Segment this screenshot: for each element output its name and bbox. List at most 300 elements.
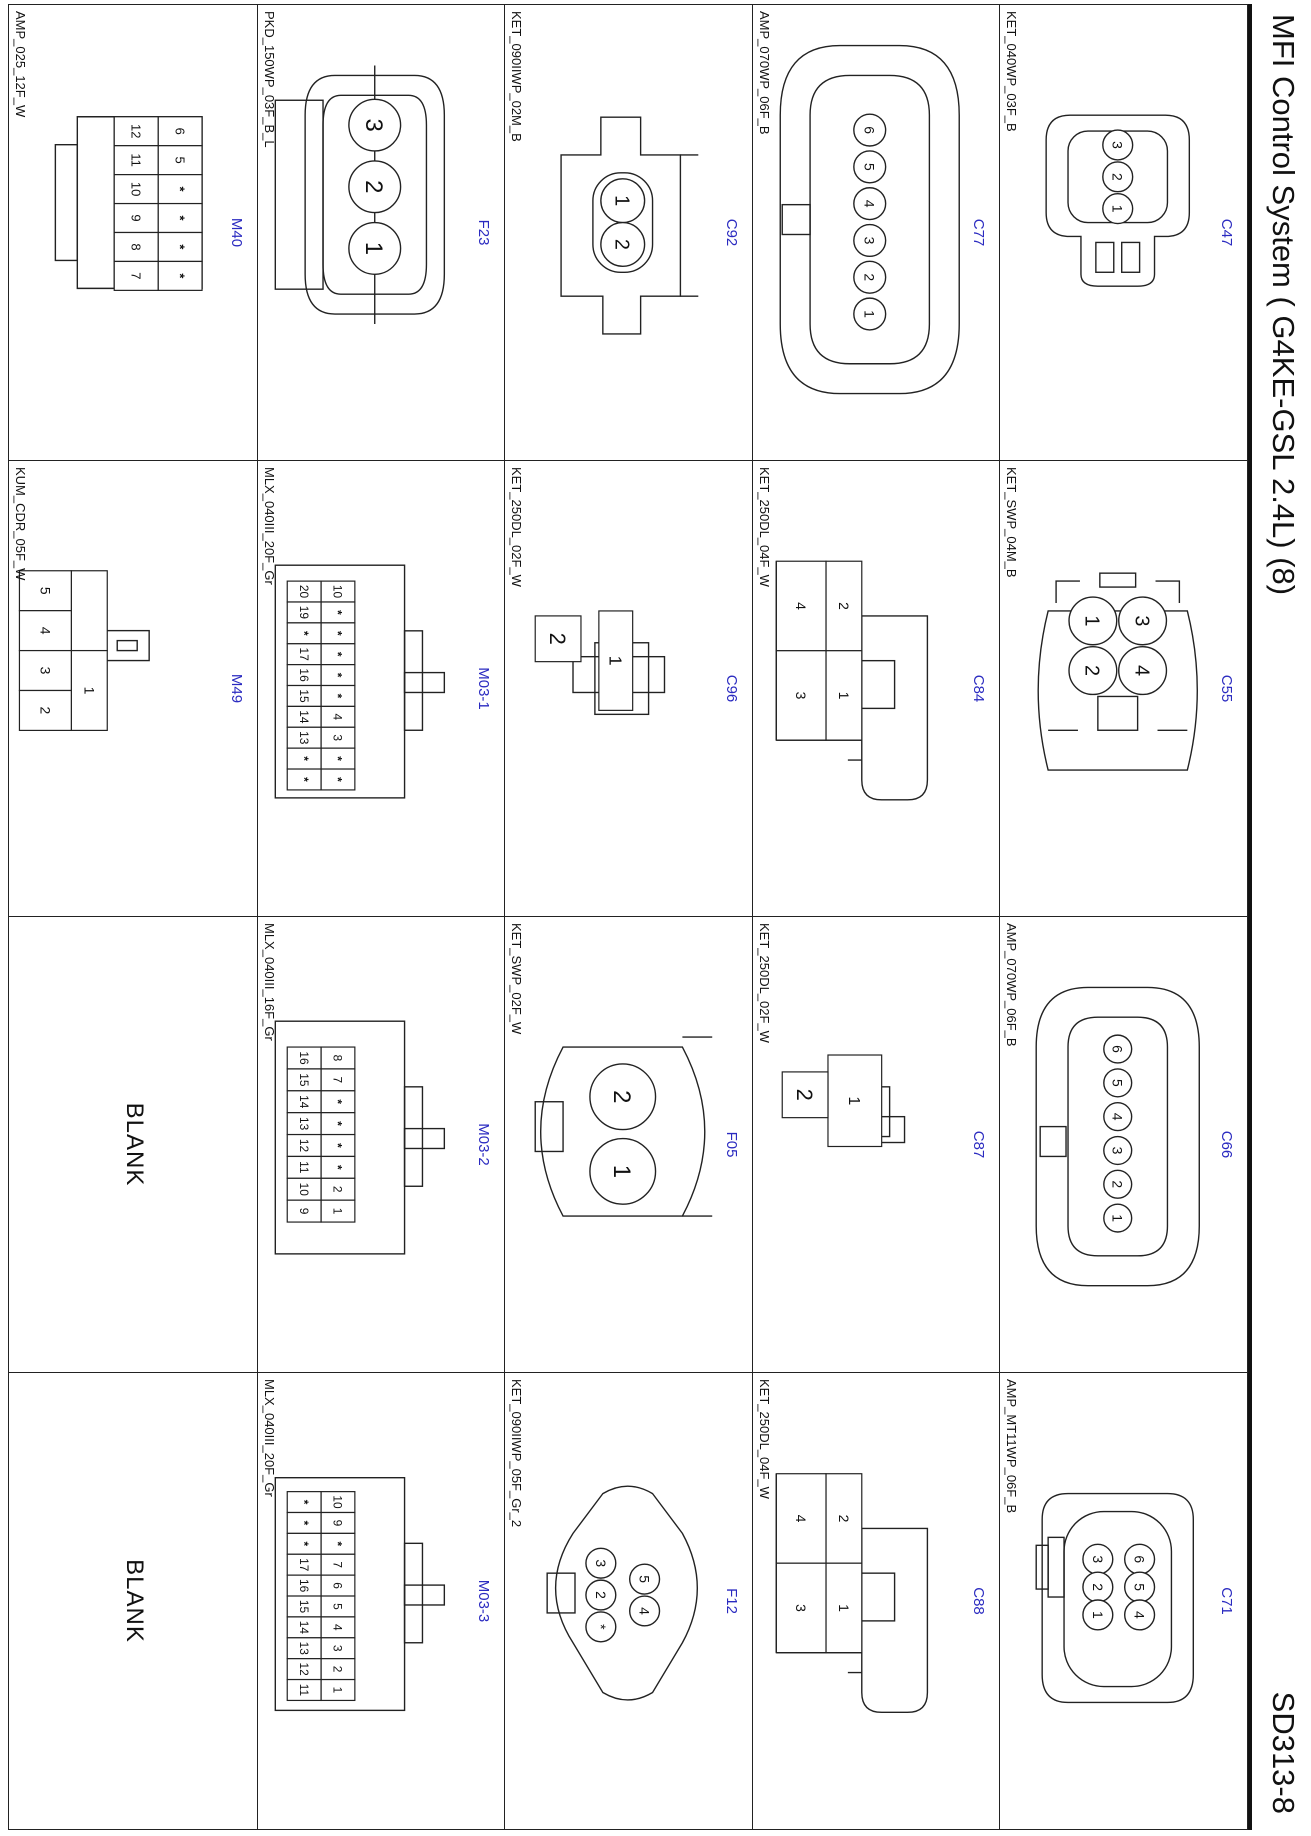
connector-part-name: AMP_070WP_06F_B xyxy=(1004,923,1020,1047)
pin xyxy=(287,769,321,790)
pin-number: * xyxy=(297,756,312,761)
pin-number: 12 xyxy=(297,1662,312,1676)
pin-number: 4 xyxy=(793,602,810,610)
pin xyxy=(1125,1544,1155,1574)
connector-cell-c96 xyxy=(504,461,752,917)
pin xyxy=(777,1474,827,1563)
pin xyxy=(158,261,202,290)
connector-drawing xyxy=(505,917,752,1372)
pin-number: * xyxy=(330,1099,345,1105)
pin xyxy=(321,1680,355,1701)
latch-outline xyxy=(405,631,423,730)
pin-number: 3 xyxy=(862,236,879,245)
pin xyxy=(1083,1544,1113,1574)
pin xyxy=(854,261,886,293)
pin-number: 16 xyxy=(297,1578,312,1593)
connector-drawing xyxy=(1000,1373,1247,1829)
connector-id: F12 xyxy=(722,1588,740,1614)
pin-number: 4 xyxy=(36,626,53,635)
pin xyxy=(783,1072,829,1118)
pin-number: 10 xyxy=(330,584,345,599)
pin xyxy=(287,706,321,727)
pin-number: 1 xyxy=(836,691,853,700)
pin-number: 14 xyxy=(297,1095,312,1109)
pin xyxy=(777,651,827,740)
pin-number: 2 xyxy=(545,632,571,645)
pin xyxy=(854,188,886,220)
pin xyxy=(321,1513,355,1534)
pin-number: 1 xyxy=(1089,1611,1106,1619)
pin-number: 10 xyxy=(128,181,144,197)
pin xyxy=(321,1047,355,1069)
pin-number: 3 xyxy=(1089,1555,1106,1564)
pin-number: * xyxy=(330,693,345,699)
pin xyxy=(777,1563,827,1652)
pin xyxy=(321,706,355,727)
pin-number: 17 xyxy=(297,647,312,661)
pin-number: 4 xyxy=(330,1624,345,1631)
pin-number: * xyxy=(297,1499,312,1505)
housing-outline xyxy=(1096,242,1114,272)
pin-number: 9 xyxy=(297,1207,312,1215)
pin xyxy=(114,261,158,290)
pin-number: 12 xyxy=(128,124,144,139)
pin-number: 7 xyxy=(128,272,144,280)
pin-number: 15 xyxy=(297,689,312,703)
connector-part-name: KET_250DL_02F_W xyxy=(509,467,525,587)
pin-number: 13 xyxy=(297,1116,312,1131)
pin xyxy=(321,1659,355,1680)
pin xyxy=(321,748,355,769)
pin xyxy=(158,175,202,204)
connector-part-name: KET_SWP_02F_W xyxy=(509,923,525,1035)
connector-cell-f05 xyxy=(504,917,752,1373)
pin-number: 6 xyxy=(862,126,879,134)
latch-outline xyxy=(535,1102,563,1152)
housing-outline xyxy=(555,1486,697,1700)
connector-id: M03-2 xyxy=(475,1123,493,1166)
pin-number: 4 xyxy=(793,1514,810,1523)
latch-outline xyxy=(405,1585,445,1605)
pin xyxy=(828,1055,882,1146)
connector-id: M40 xyxy=(227,217,245,248)
pin-number: * xyxy=(172,273,188,279)
pin xyxy=(777,561,827,650)
pin-number: 6 xyxy=(1131,1555,1148,1564)
pin xyxy=(1119,647,1167,695)
pin-number: 1 xyxy=(330,1686,345,1694)
pin xyxy=(1069,597,1117,645)
connector-drawing xyxy=(258,5,505,460)
pin xyxy=(19,690,71,730)
pin xyxy=(826,1474,862,1563)
connector-id: F05 xyxy=(722,1131,740,1158)
latch-outline xyxy=(55,145,77,261)
pin xyxy=(287,1135,321,1157)
pin-number: 19 xyxy=(297,605,312,620)
pin-number: * xyxy=(330,1541,345,1547)
latch-line xyxy=(77,117,114,289)
pin xyxy=(321,1638,355,1659)
pin-number: 2 xyxy=(1109,172,1126,181)
connector-id: M03-1 xyxy=(475,667,493,710)
pin xyxy=(114,146,158,175)
pin xyxy=(19,651,71,691)
pin xyxy=(601,179,645,223)
connector-id: C71 xyxy=(1218,1587,1235,1615)
pin-number: 3 xyxy=(1130,615,1153,627)
pin xyxy=(586,1580,616,1610)
pin-number: 7 xyxy=(330,1561,345,1569)
pin xyxy=(630,1596,660,1626)
pin xyxy=(854,151,886,183)
connector-id: C55 xyxy=(1218,674,1235,703)
blank-cell xyxy=(9,917,257,1373)
pin xyxy=(19,611,71,651)
pin-number: 6 xyxy=(172,127,188,135)
pin-number: 13 xyxy=(297,1641,312,1655)
pin-number: * xyxy=(330,630,345,636)
pin-number: 11 xyxy=(128,153,144,167)
page-title: MFI Control System ( G4KE-GSL 2.4L) (8) xyxy=(1266,14,1301,596)
pin xyxy=(854,114,886,146)
connector-part-name: MLX_040III_20F_Gr xyxy=(261,1379,277,1497)
connector-cell-c55 xyxy=(999,461,1247,917)
connector-drawing xyxy=(9,461,257,916)
pin-number: 4 xyxy=(330,713,345,721)
pin-number: 5 xyxy=(1109,1078,1126,1087)
connector-drawing xyxy=(753,461,1000,916)
pin xyxy=(287,1091,321,1113)
pin xyxy=(287,1069,321,1091)
pin xyxy=(1104,1069,1132,1097)
pin xyxy=(287,1659,321,1680)
pin xyxy=(586,1612,616,1642)
pin xyxy=(321,1200,355,1222)
connector-cell-c47 xyxy=(999,5,1247,461)
pin xyxy=(854,298,886,330)
pin-number: 4 xyxy=(1131,1611,1148,1619)
pin-number: 1 xyxy=(1109,204,1126,213)
latch-outline xyxy=(783,205,811,235)
pin xyxy=(349,161,401,213)
pin xyxy=(630,1564,660,1594)
pin xyxy=(321,1113,355,1135)
connector-drawing xyxy=(1000,461,1247,916)
pin xyxy=(158,117,202,146)
pin-number: 12 xyxy=(297,1138,312,1153)
housing-outline xyxy=(1038,611,1197,770)
pin-number: 2 xyxy=(36,706,53,715)
connector-cell-c77 xyxy=(752,5,1000,461)
pin xyxy=(287,1200,321,1222)
pin xyxy=(321,769,355,790)
connector-id: M03-3 xyxy=(475,1579,493,1623)
pin-number: 1 xyxy=(605,655,626,666)
connector-part-name: AMP_025_12F_W xyxy=(13,11,28,118)
connector-drawing xyxy=(753,5,1000,460)
pin xyxy=(287,1680,321,1701)
pin xyxy=(114,233,158,262)
pin-number: 3 xyxy=(793,1604,810,1612)
pin xyxy=(321,686,355,707)
connector-drawing xyxy=(753,1373,1000,1829)
pin-number: 4 xyxy=(1130,665,1153,677)
pin xyxy=(287,1638,321,1659)
pin xyxy=(158,233,202,262)
connector-drawing xyxy=(505,461,752,916)
pin xyxy=(321,1617,355,1638)
pin xyxy=(321,665,355,686)
blank-label: BLANK xyxy=(120,1559,148,1643)
pin-number: * xyxy=(172,186,188,192)
pin xyxy=(321,623,355,644)
pin xyxy=(1083,1572,1113,1602)
connector-part-name: KET_090IIWP_05F_Gr_2 xyxy=(509,1379,525,1528)
blank-cell xyxy=(9,1373,257,1829)
pin-number: 3 xyxy=(36,666,53,675)
connector-cell-f12 xyxy=(504,1373,752,1829)
housing-outline xyxy=(1122,242,1140,272)
pin xyxy=(321,1533,355,1554)
pin xyxy=(287,727,321,748)
pin-number: * xyxy=(330,1143,345,1148)
connector-cell-c66 xyxy=(999,917,1247,1373)
pin xyxy=(1104,1137,1132,1165)
pin-number: 3 xyxy=(793,691,810,700)
pin-number: 16 xyxy=(297,668,312,682)
pin-number: 1 xyxy=(330,1207,345,1215)
pin-number: 4 xyxy=(1109,1112,1126,1121)
pin-number: 3 xyxy=(360,118,388,132)
connector-cell-c71 xyxy=(999,1373,1247,1829)
connector-part-name: KET_090IIWP_02M_B xyxy=(509,11,525,142)
connector-cell-c88 xyxy=(752,1373,1000,1829)
connector-drawing xyxy=(258,1373,505,1829)
pin xyxy=(114,117,158,146)
latch-outline xyxy=(405,673,445,693)
pin xyxy=(321,1596,355,1617)
pin-number: 2 xyxy=(1109,1180,1126,1189)
pin-number: 2 xyxy=(330,1185,345,1193)
pin xyxy=(287,1156,321,1178)
latch-outline xyxy=(117,641,137,651)
pin-number: 1 xyxy=(607,1164,635,1178)
connector-drawing xyxy=(1000,5,1247,460)
latch-outline xyxy=(1040,1127,1066,1157)
pin xyxy=(321,1135,355,1157)
pin-number: 13 xyxy=(297,731,312,745)
pin xyxy=(1125,1600,1155,1630)
pin xyxy=(321,581,355,602)
connector-drawing xyxy=(753,917,1000,1372)
pin xyxy=(287,665,321,686)
connector-part-name: KET_250DL_04F_W xyxy=(756,467,772,587)
pin xyxy=(321,1492,355,1513)
pin-number: 5 xyxy=(172,156,188,164)
pin xyxy=(535,616,581,662)
pin xyxy=(590,1064,656,1130)
connector-part-name: KET_250DL_04F_W xyxy=(756,1379,772,1499)
pin-number: 7 xyxy=(330,1076,345,1084)
connector-part-name: MLX_040III_20F_Gr xyxy=(261,467,277,585)
pin xyxy=(287,602,321,623)
pin xyxy=(287,686,321,707)
connector-part-name: KET_SWP_04M_B xyxy=(1004,467,1020,578)
pin-number: 3 xyxy=(592,1559,609,1568)
pin-number: 1 xyxy=(1109,1214,1126,1222)
pin xyxy=(599,611,633,710)
pin xyxy=(586,1548,616,1578)
pin xyxy=(1104,1035,1132,1063)
pin xyxy=(287,1575,321,1596)
pin xyxy=(321,1575,355,1596)
pin-number: * xyxy=(172,215,188,221)
pin-number: 6 xyxy=(330,1582,345,1589)
connector-cell-f23 xyxy=(257,5,505,461)
connector-cell-m40 xyxy=(9,5,257,461)
blank-label: BLANK xyxy=(120,1102,148,1187)
pin xyxy=(114,204,158,233)
pin xyxy=(1104,1170,1132,1198)
pin xyxy=(114,175,158,204)
pin-number: 16 xyxy=(297,1051,312,1065)
pin xyxy=(321,1091,355,1113)
connector-part-name: PKD_150WP_03F_B_L xyxy=(261,11,277,148)
pin-number: * xyxy=(330,1121,345,1126)
pin-number: * xyxy=(297,1520,312,1526)
latch-outline xyxy=(105,631,149,661)
connector-cell-m03-1 xyxy=(257,461,505,917)
pin xyxy=(287,1617,321,1638)
pin xyxy=(854,225,886,257)
pin-number: * xyxy=(297,630,312,636)
key-outline xyxy=(1098,696,1138,730)
header-rule xyxy=(1248,4,1252,1830)
pin xyxy=(287,1554,321,1575)
pin xyxy=(349,223,401,275)
pin-number: 5 xyxy=(862,163,879,171)
housing-outline xyxy=(1042,1494,1193,1703)
pin-number: 2 xyxy=(836,602,853,610)
pin-number: 2 xyxy=(607,1090,635,1104)
connector-cell-c92 xyxy=(504,5,752,461)
latch-outline xyxy=(405,1543,423,1642)
pin-number: 17 xyxy=(297,1558,312,1572)
pin-number: 2 xyxy=(330,1665,345,1673)
pin-number: 6 xyxy=(1109,1045,1126,1053)
pin-number: 3 xyxy=(330,734,345,742)
pin xyxy=(287,1596,321,1617)
pin-number: 4 xyxy=(636,1607,653,1615)
pin xyxy=(1125,1572,1155,1602)
pin xyxy=(158,146,202,175)
pin-number: 4 xyxy=(862,199,879,208)
pin-number: * xyxy=(330,756,345,761)
latch-outline xyxy=(405,1087,423,1186)
pin-number: 3 xyxy=(1109,1146,1126,1155)
connector-drawing xyxy=(258,461,505,916)
pin-number: 14 xyxy=(297,1620,312,1634)
pin xyxy=(287,1492,321,1513)
pin-number: 10 xyxy=(297,1182,312,1196)
pin xyxy=(1104,1204,1132,1232)
pin-number: 1 xyxy=(836,1604,853,1612)
connector-grid xyxy=(8,4,1248,1830)
pin xyxy=(287,623,321,644)
connector-cell-c87 xyxy=(752,917,1000,1373)
latch-outline xyxy=(860,1573,895,1621)
document-id: SD313-8 xyxy=(1266,1691,1301,1814)
sheet-header xyxy=(1249,0,1311,1836)
connector-id: F23 xyxy=(475,219,493,246)
pin xyxy=(1119,597,1167,645)
pin-number: 3 xyxy=(1109,141,1126,149)
pin xyxy=(287,1113,321,1135)
pin xyxy=(1104,1103,1132,1131)
connector-id: C96 xyxy=(722,674,740,703)
connector-part-name: KUM_CDR_05F_W xyxy=(13,467,28,581)
pin-number: * xyxy=(330,610,345,615)
pin-number: 9 xyxy=(330,1519,345,1527)
pin-number: 5 xyxy=(636,1575,653,1583)
pin xyxy=(826,1563,862,1652)
pin xyxy=(158,204,202,233)
pin-number: 8 xyxy=(128,243,144,251)
pin-number: * xyxy=(297,1541,312,1547)
latch-outline xyxy=(276,100,324,289)
pin-number: 5 xyxy=(1131,1583,1148,1591)
pin-outline xyxy=(71,571,107,651)
pin-number: 2 xyxy=(592,1591,609,1599)
pin-number: * xyxy=(592,1624,609,1630)
pin-number: 1 xyxy=(80,686,97,695)
connector-id: C47 xyxy=(1218,218,1235,247)
pin-number: 2 xyxy=(862,273,879,282)
latch-line xyxy=(1056,581,1179,603)
pin xyxy=(321,727,355,748)
latch-outline xyxy=(405,1129,445,1149)
connector-drawing xyxy=(9,5,257,460)
pin xyxy=(287,1178,321,1200)
pin-number: 2 xyxy=(836,1514,853,1523)
pin-number: 2 xyxy=(792,1088,818,1101)
pin xyxy=(1103,194,1133,224)
connector-id: C88 xyxy=(970,1587,988,1615)
pin-number: * xyxy=(330,672,345,678)
pin xyxy=(349,99,401,151)
pin-number: 1 xyxy=(862,310,879,318)
pin xyxy=(1103,130,1133,160)
pin-number: 2 xyxy=(1089,1583,1106,1591)
pin-number: * xyxy=(172,244,188,250)
pin-number: 20 xyxy=(297,584,312,599)
connector-id: C77 xyxy=(970,218,988,247)
connector-id: C92 xyxy=(722,218,740,247)
pin xyxy=(826,651,862,740)
pin xyxy=(287,581,321,602)
connector-part-name: KET_040WP_03F_B xyxy=(1004,11,1020,132)
connector-part-name: AMP_070WP_06F_B xyxy=(756,11,772,135)
latch-outline xyxy=(1048,1537,1064,1597)
pin-number: 1 xyxy=(610,195,633,207)
pin-number: 9 xyxy=(128,214,144,222)
pin-number: 15 xyxy=(297,1073,312,1087)
pin xyxy=(1069,647,1117,695)
pin-number: * xyxy=(330,777,345,782)
pin xyxy=(287,1047,321,1069)
connector-cell-m49 xyxy=(9,461,257,917)
